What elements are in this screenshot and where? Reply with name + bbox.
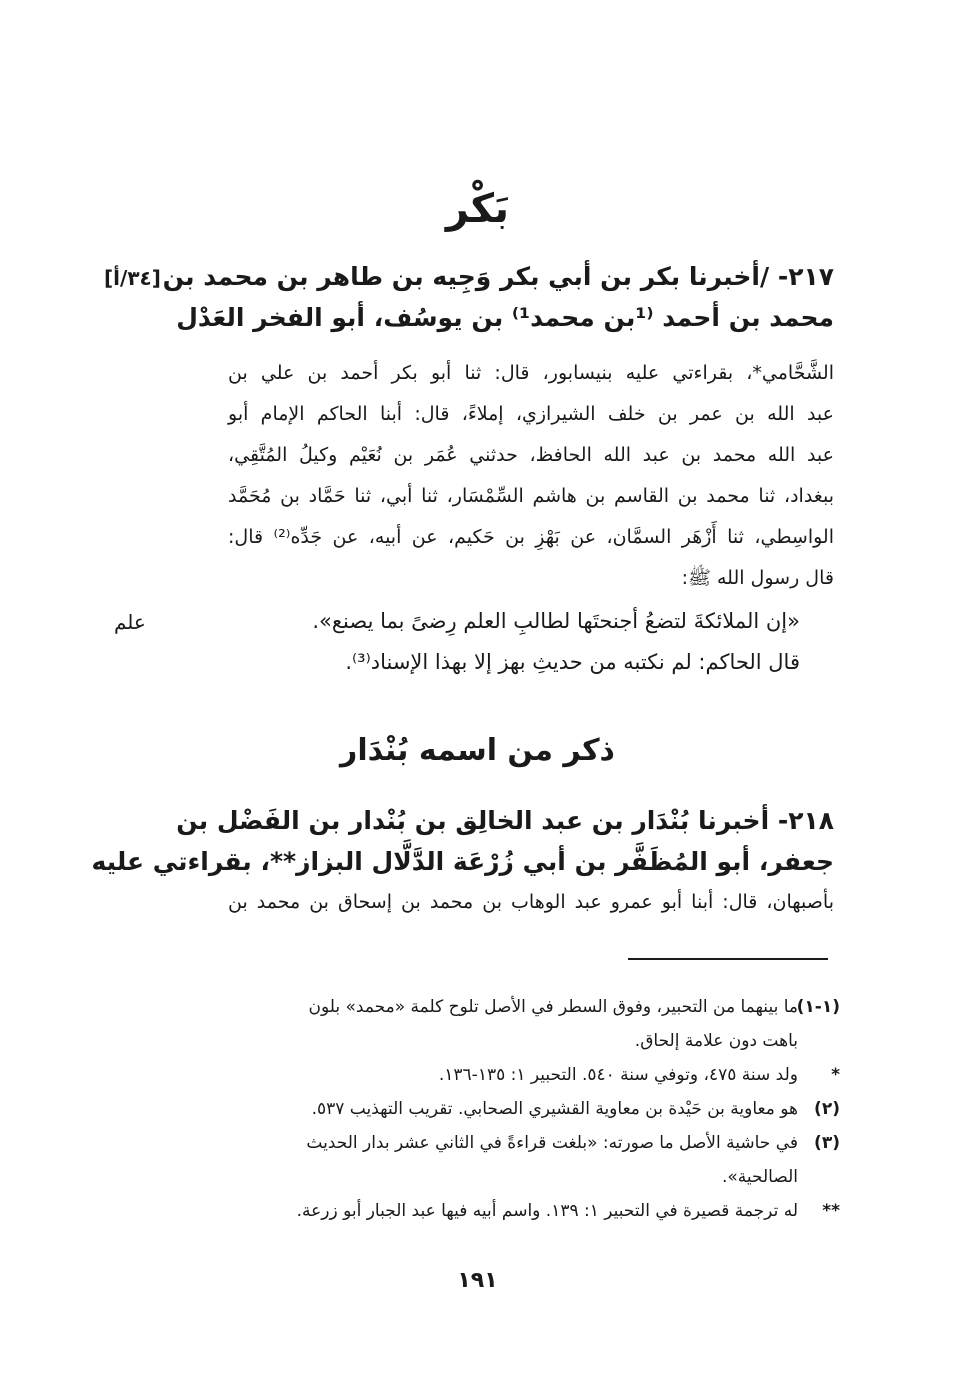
- page-number: ١٩١: [457, 1268, 498, 1293]
- isnad-line: ببغداد، ثنا محمد بن القاسم بن هاشم السِّمْسَار، ثنا أبي، ثنا حَمَّاد بن مُحَمَّد: [228, 485, 834, 507]
- footnote-marker: **: [822, 1201, 840, 1221]
- hadith-text: «إن الملائكةَ لتضعُ أجنحتَها لطالبِ العلم رِضىً بما يصنع».: [312, 609, 800, 633]
- isnad-line: الشَّحَّامي*، بقراءتي عليه بنيسابور، قال: ثنا أبو بكر أحمد بن علي بن: [228, 362, 834, 384]
- footnote: [228, 990, 840, 1058]
- isnad-line: عبد الله بن عمر بن خلف الشيرازي، إملاءً، قال: أبنا الحاكم الإمام أبو: [228, 403, 834, 425]
- entry-217-isnad: [228, 353, 834, 599]
- footnote-text: في حاشية الأصل ما صورته: «بلغت قراءةً في الثاني عشر بدار الحديث: [306, 1133, 798, 1153]
- section-heading-bakr: بَكْر: [445, 186, 510, 232]
- footnotes: [228, 990, 840, 1228]
- isnad-line: قال رسول الله ﷺ:: [681, 567, 834, 589]
- footnote-text: له ترجمة قصيرة في التحبير ١: ١٣٩. واسم أبيه فيها عبد الجبار أبو زرعة.: [296, 1201, 798, 1221]
- entry-218: [91, 800, 834, 923]
- entry-217-line: ٢١٧- /أخبرنا بكر بن أبي بكر وَجِيه بن طاهر بن محمد بن: [162, 262, 834, 291]
- footnote-marker: (١-١): [796, 997, 840, 1017]
- footnote-text: ما بينهما من التحبير، وفوق السطر في الأصل تلوح كلمة «محمد» بلون: [308, 997, 798, 1017]
- footnote-text: الصالحية».: [721, 1167, 798, 1187]
- folio-reference: [٣٤/أ]: [104, 266, 161, 290]
- footnote-marker: (٢): [814, 1099, 840, 1119]
- footnote: [228, 1126, 840, 1194]
- footnote-text: ولد سنة ٤٧٥، وتوفي سنة ٥٤٠. التحبير ١: ١٣٥-١٣٦.: [438, 1065, 798, 1085]
- footnote: [228, 1058, 840, 1092]
- footnote-separator: [628, 958, 828, 960]
- footnote-marker: *: [831, 1065, 840, 1085]
- entry-218-line: جعفر، أبو المُظَفَّر بن أبي زُرْعَة الدَّلَّال البزاز**، بقراءتي عليه: [91, 847, 834, 876]
- footnote-text: هو معاوية بن حَيْدة بن معاوية القشيري الصحابي. تقريب التهذيب ٥٣٧.: [311, 1099, 798, 1119]
- entry-218-line: ٢١٨- أخبرنا بُنْدَار بن عبد الخالِق بن بُنْدار بن الفَضْل بن: [176, 806, 834, 835]
- section-heading-bundar: ذكر من اسمه بُنْدَار: [340, 733, 615, 768]
- footnote-marker: (٣): [814, 1133, 840, 1153]
- footnote: [228, 1092, 840, 1126]
- footnote-text: باهت دون علامة إلحاق.: [634, 1031, 798, 1051]
- entry-217-line: محمد بن أحمد ⁽¹بن محمد¹⁾ بن يوسُف، أبو الفخر العَدْل: [176, 303, 834, 332]
- hakim-comment: قال الحاكم: لم نكتبه من حديثِ بهز إلا بهذا الإسناد⁽³⁾.: [345, 650, 800, 674]
- footnote: [228, 1194, 840, 1228]
- hadith-block: [240, 601, 800, 683]
- entry-218-line: بأصبهان، قال: أبنا أبو عمرو عبد الوهاب بن محمد بن إسحاق بن محمد بن: [228, 891, 834, 913]
- margin-keyword: علم: [114, 610, 146, 634]
- isnad-line: عبد الله محمد بن عبد الله الحافظ، حدثني عُمَر بن نُعَيْم وكيلُ المُتَّقِي،: [228, 444, 834, 466]
- entry-217-header: [162, 256, 834, 338]
- isnad-line: الواسِطي، ثنا أَزْهَر السمَّان، عن بَهْزِ بن حَكيم، عن أبيه، عن جَدِّه⁽²⁾ قال:: [228, 526, 834, 548]
